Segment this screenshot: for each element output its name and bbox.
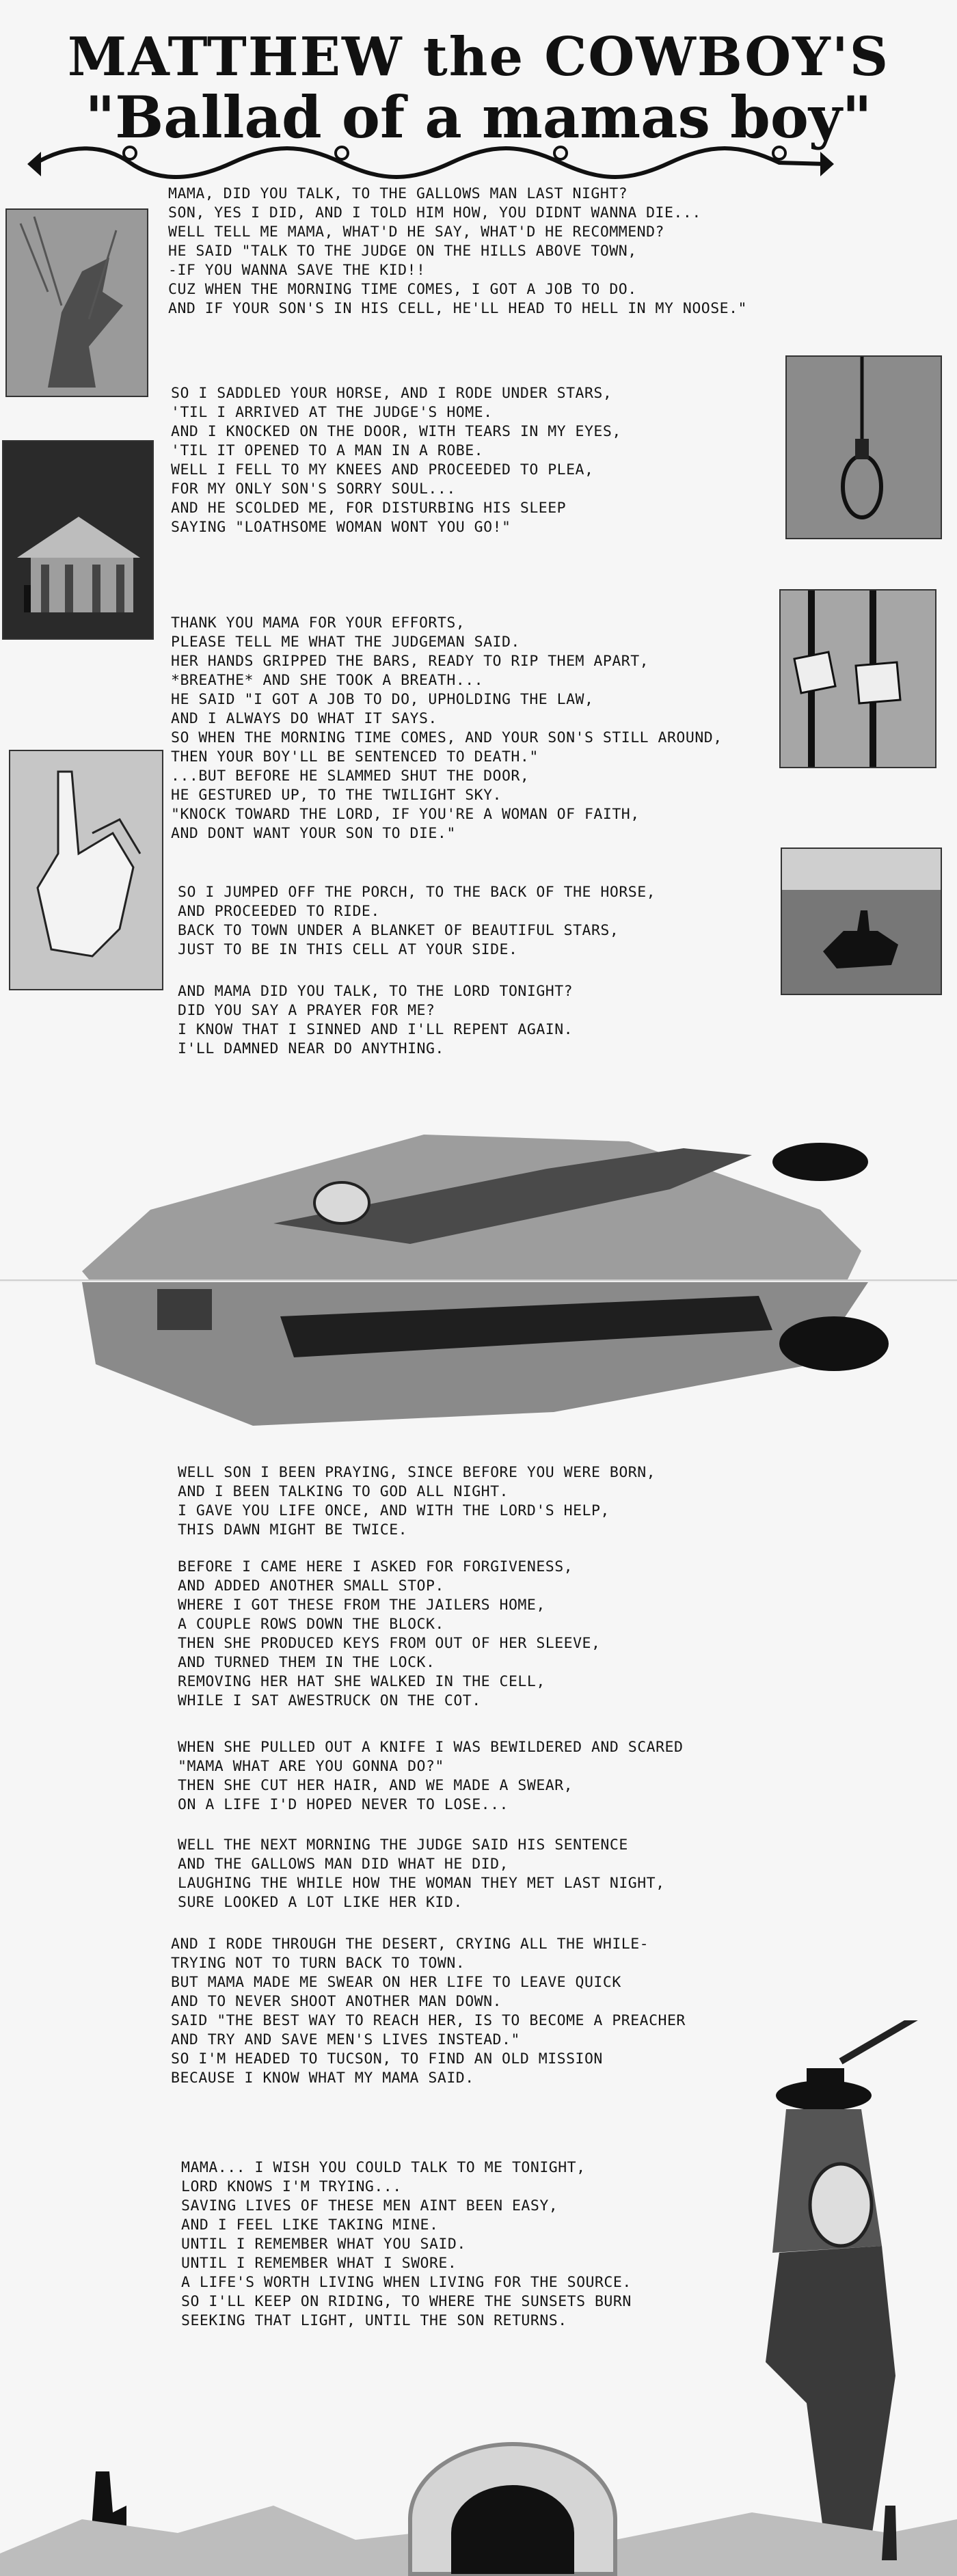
- bible-book-painting: [75, 1282, 895, 1439]
- stanza-10: AND I RODE THROUGH THE DESERT, CRYING ALL THE WHILE- TRYING NOT TO TURN BACK TO TOWN. BUT MAMA MADE ME SWEAR ON HER LIFE TO LEAVE QUICK AND TO NEVER SHOOT ANOTHER MAN DOWN. SAID "THE BEST WAY TO REACH HER, IS TO BECOME A PREACHER AND TRY AND SAVE MEN'S LIVES INSTEAD." SO I'M HEADED TO TUCSON, TO FIND AN OLD MISSION BECAUSE I KNOW WHAT MY MAMA SAID.: [171, 1936, 686, 2087]
- cowboy-silhouette-sketch: [5, 208, 148, 397]
- title-line-1: MATTHEW the COWBOY'S: [67, 26, 890, 88]
- top-page: [0, 0, 957, 1281]
- gallows-noose-sketch: [785, 355, 942, 539]
- desert-sunset-arch-painting: [0, 2348, 957, 2576]
- stanza-3: THANK YOU MAMA FOR YOUR EFFORTS, PLEASE TELL ME WHAT THE JUDGEMAN SAID. HER HANDS GRIPPED THE BARS, READY TO RIP THEM APART, *BREATHE* AND SHE TOOK A BREATH... HE SAID "I GOT A JOB TO DO, UPHOLDING THE LAW, AND I ALWAYS DO WHAT IT SAYS. SO WHEN THE MORNING TIME COMES, AND YOUR SON'S STILL AROUND, THEN YOUR BOY'LL BE SENTENCED TO DEATH." ...BUT BEFORE HE SLAMMED SHUT THE DOOR, HE GESTURED UP, TO THE TWILIGHT SKY. "KNOCK TOWARD THE LORD, IF YOU'RE A WOMAN OF FAITH, AND DONT WANT YOUR SON TO DIE.": [171, 614, 723, 842]
- bible-and-revolver-painting: [68, 1094, 889, 1279]
- stanza-9: WELL THE NEXT MORNING THE JUDGE SAID HIS SENTENCE AND THE GALLOWS MAN DID WHAT HE DID, LAUGHING THE WHILE HOW THE WOMAN THEY MET LAST NIGHT, SURE LOOKED A LOT LIKE HER KID.: [178, 1836, 665, 1911]
- hands-gripping-bars-sketch: [779, 589, 936, 768]
- bottom-page: [0, 1282, 957, 2576]
- horse-rider-night-sketch: [781, 848, 942, 995]
- stanza-1: MAMA, DID YOU TALK, TO THE GALLOWS MAN LAST NIGHT? SON, YES I DID, AND I TOLD HIM HOW, YOU DIDNT WANNA DIE... WELL TELL ME MAMA, WHAT'D HE SAY, WHAT'D HE RECOMMEND? HE SAID "TALK TO THE JUDGE ON THE HILLS ABOVE TOWN, -IF YOU WANNA SAVE THE KID!! CUZ WHEN THE MORNING TIME COMES, I GOT A JOB TO DO. AND IF YOUR SON'S IN HIS CELL, HE'LL HEAD TO HELL IN MY NOOSE.": [168, 185, 747, 317]
- stanza-5: AND MAMA DID YOU TALK, TO THE LORD TONIGHT? DID YOU SAY A PRAYER FOR ME? I KNOW THAT I SINNED AND I'LL REPENT AGAIN. I'LL DAMNED NEAR DO ANYTHING.: [178, 983, 574, 1057]
- title-line-2: "Ballad of a mamas boy": [85, 83, 872, 151]
- title-flourish-ornament: [27, 137, 834, 185]
- stanza-6: WELL SON I BEEN PRAYING, SINCE BEFORE YOU WERE BORN, AND I BEEN TALKING TO GOD ALL NIGHT. I GAVE YOU LIFE ONCE, AND WITH THE LORD'S HELP, THIS DAWN MIGHT BE TWICE.: [178, 1464, 656, 1538]
- judge-house-sketch: [2, 440, 154, 640]
- stanza-4: SO I JUMPED OFF THE PORCH, TO THE BACK OF THE HORSE, AND PROCEEDED TO RIDE. BACK TO TOWN UNDER A BLANKET OF BEAUTIFUL STARS, JUST TO BE IN THIS CELL AT YOUR SIDE.: [178, 884, 656, 958]
- stanza-2: SO I SADDLED YOUR HORSE, AND I RODE UNDER STARS, 'TIL I ARRIVED AT THE JUDGE'S HOME. AND I KNOCKED ON THE DOOR, WITH TEARS IN MY EYES, 'TIL IT OPENED TO A MAN IN A ROBE. WELL I FELL TO MY KNEES AND PROCEEDED TO PLEA, FOR MY ONLY SON'S SORRY SOUL... AND HE SCOLDED ME, FOR DISTURBING HIS SLEEP SAYING "LOATHSOME WOMAN WONT YOU GO!": [171, 385, 621, 536]
- hand-pointing-up-sketch: [9, 750, 163, 990]
- stanza-11: MAMA... I WISH YOU COULD TALK TO ME TONIGHT, LORD KNOWS I'M TRYING... SAVING LIVES OF THESE MEN AINT BEEN EASY, AND I FEEL LIKE TAKING MINE. UNTIL I REMEMBER WHAT YOU SAID. UNTIL I REMEMBER WHAT I SWORE. A LIFE'S WORTH LIVING WHEN LIVING FOR THE SOURCE. SO I'LL KEEP ON RIDING, TO WHERE THE SUNSETS BURN SEEKING THAT LIGHT, UNTIL THE SON RETURNS.: [181, 2159, 632, 2329]
- stanza-7: BEFORE I CAME HERE I ASKED FOR FORGIVENESS, AND ADDED ANOTHER SMALL STOP. WHERE I GOT THESE FROM THE JAILERS HOME, A COUPLE ROWS DOWN THE BLOCK. THEN SHE PRODUCED KEYS FROM OUT OF HER SLEEVE, AND TURNED THEM IN THE LOCK. REMOVING HER HAT SHE WALKED IN THE CELL, WHILE I SAT AWESTRUCK ON THE COT.: [178, 1558, 601, 1709]
- stanza-8: WHEN SHE PULLED OUT A KNIFE I WAS BEWILDERED AND SCARED "MAMA WHAT ARE YOU GONNA DO?" THEN SHE CUT HER HAIR, AND WE MADE A SWEAR, ON A LIFE I'D HOPED NEVER TO LOSE...: [178, 1739, 684, 1813]
